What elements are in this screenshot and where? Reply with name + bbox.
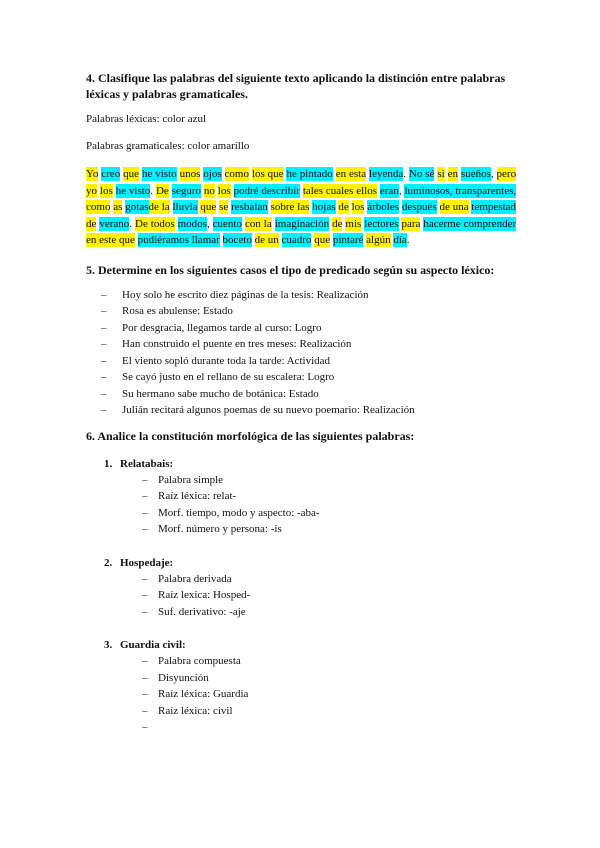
- lexical-word: sueños: [460, 168, 491, 180]
- lexical-word: modos: [177, 217, 207, 230]
- list-item: – Raíz lexica: Hosped-: [86, 587, 516, 604]
- lexical-word: boceto: [222, 234, 252, 246]
- list-item: – Se cayó justo en el rellano de su escalera: Logro: [86, 369, 516, 386]
- grammatical-word: como: [224, 168, 249, 180]
- grammatical-word: algún: [366, 234, 391, 246]
- grammatical-word: de: [86, 217, 97, 230]
- list-item: – Morf. número y persona: -is: [86, 521, 516, 538]
- lexical-word: cuadro: [281, 234, 312, 246]
- grammatical-word: as: [113, 201, 123, 213]
- lexical-word: verano: [99, 217, 130, 230]
- lexical-word: día: [393, 234, 407, 246]
- grammatical-word: mis: [345, 217, 362, 230]
- lexical-word: ojos: [203, 168, 222, 180]
- lexical-word: he visto: [141, 168, 177, 180]
- grammatical-word: en esta: [335, 168, 367, 180]
- lexical-word: hojas: [312, 201, 336, 213]
- entry-word: Relatabais:: [120, 457, 174, 470]
- list-item: – Palabra compuesta: [86, 653, 516, 670]
- grammatical-word: en: [447, 168, 458, 180]
- grammatical-word: que: [314, 234, 331, 246]
- list-item: – Raíz léxica: relat-: [86, 488, 516, 505]
- grammatical-word: pero: [496, 168, 517, 180]
- lexical-word: tempestad: [471, 201, 517, 213]
- entry-2-list: [86, 571, 516, 621]
- lexical-word: cuento: [212, 217, 242, 230]
- lexical-word: árboles: [367, 201, 400, 213]
- plain-text: .: [150, 184, 156, 197]
- grammatical-word: para: [401, 217, 421, 230]
- list-item: – Raíz léxica: Guardia: [86, 686, 516, 703]
- list-item: – Julián recitará algunos poemas de su nuevo poemario: Realización: [86, 402, 516, 419]
- plain-text: ,: [490, 168, 497, 180]
- grammatical-word: De: [155, 184, 169, 197]
- lexical-word: imaginación: [274, 217, 330, 230]
- grammatical-word: sobre las: [270, 201, 310, 213]
- q5-heading: 5. Determine en los siguientes casos el tipo de predicado según su aspecto léxico:: [86, 262, 495, 277]
- list-item: – Palabra simple: [86, 472, 516, 489]
- list-item: – Hoy solo he escrito diez páginas de la tesis: Realización: [86, 287, 516, 304]
- entry-3-list: [86, 653, 516, 736]
- list-item: [86, 719, 516, 736]
- grammatical-word: que: [200, 201, 217, 213]
- list-item: – Raíz léxica: civil: [86, 703, 516, 720]
- list-item: – Rosa es abulense: Estado: [86, 303, 516, 320]
- grammatical-word: de la: [148, 201, 170, 213]
- list-item: – Han construido el puente en tres meses: Realización: [86, 336, 516, 353]
- lexical-word: creo: [101, 168, 121, 180]
- q4-heading: 4. Clasifique las palabras del siguiente texto aplicando la distinción entre palabras léxicas y palabras gramaticales.: [86, 71, 506, 101]
- q5-list: [86, 287, 516, 419]
- grammatical-word: unos: [179, 168, 201, 180]
- plain-text: .: [403, 168, 409, 180]
- grammatical-word: de: [332, 217, 343, 230]
- lexical-word: leyenda: [369, 168, 404, 180]
- plain-text: ,: [206, 217, 213, 230]
- lexical-word: No sé: [408, 168, 435, 180]
- entry-1-list: [86, 472, 516, 538]
- lexical-word: gotas: [125, 201, 149, 213]
- list-item: – Disyunción: [86, 670, 516, 687]
- lexical-word: luminosos, transparentes,: [404, 184, 517, 197]
- lexical-word: pintaré: [332, 234, 364, 246]
- entry-number: 3.: [104, 639, 113, 651]
- entry-word: Hospedaje:: [120, 556, 174, 569]
- highlighted-passage: [86, 166, 516, 249]
- entry-2-title: [86, 555, 516, 571]
- grammatical-word: los que: [251, 168, 284, 180]
- legend-grammatical: Palabras gramaticales: color amarillo: [86, 140, 250, 152]
- entry-word: Guardia civil:: [120, 639, 186, 651]
- lexical-word: hacerme comprender: [423, 217, 517, 230]
- grammatical-word: no: [203, 184, 215, 197]
- grammatical-word: que: [123, 168, 140, 180]
- lexical-word: eran: [379, 184, 399, 197]
- grammatical-word: los: [217, 184, 231, 197]
- entry-number: 1.: [104, 457, 113, 470]
- entry-3-title: [86, 637, 516, 653]
- grammatical-word: los: [351, 201, 365, 213]
- list-item: – Su hermano sabe mucho de botánica: Estado: [86, 386, 516, 403]
- grammatical-word: se: [219, 201, 229, 213]
- lexical-word: lluvia: [172, 201, 198, 213]
- lexical-word: pudiéramos llamar: [137, 234, 220, 246]
- grammatical-word: tales cuales ellos: [302, 184, 377, 197]
- list-item: – Por desgracia, llegamos tarde al curso: Logro: [86, 320, 516, 337]
- plain-text: .: [129, 217, 136, 230]
- lexical-word: después: [401, 201, 437, 213]
- list-item: – Palabra derivada: [86, 571, 516, 588]
- q6-heading: 6. Analice la constitución morfológica de las siguientes palabras:: [86, 428, 415, 443]
- grammatical-word: como: [86, 201, 111, 213]
- grammatical-word: si: [437, 168, 445, 180]
- document-page: [86, 70, 516, 736]
- entry-number: 2.: [104, 556, 113, 569]
- lexical-word: he visto: [115, 184, 151, 197]
- grammatical-word: yo: [86, 184, 97, 197]
- plain-text: .: [406, 234, 410, 246]
- grammatical-word: De todos: [135, 217, 175, 230]
- grammatical-word: los: [99, 184, 113, 197]
- entry-1-title: [86, 456, 516, 472]
- legend-lexical: Palabras léxicas: color azul: [86, 113, 207, 125]
- list-item: – Morf. tiempo, modo y aspecto: -aba-: [86, 505, 516, 522]
- lexical-word: lectores: [364, 217, 399, 230]
- lexical-word: seguro: [171, 184, 201, 197]
- lexical-word: podré describir: [233, 184, 300, 197]
- grammatical-word: en este que: [86, 234, 135, 246]
- grammatical-word: de un: [254, 234, 279, 246]
- grammatical-word: con la: [244, 217, 272, 230]
- grammatical-word: de una: [439, 201, 469, 213]
- grammatical-word: Yo: [86, 168, 99, 180]
- list-item: – Suf. derivativo: -aje: [86, 604, 516, 621]
- list-item: – El viento sopló durante toda la tarde: Actividad: [86, 353, 516, 370]
- grammatical-word: de: [338, 201, 349, 213]
- plain-text: ,: [398, 184, 405, 197]
- lexical-word: resbalan: [231, 201, 268, 213]
- lexical-word: he pintado: [286, 168, 333, 180]
